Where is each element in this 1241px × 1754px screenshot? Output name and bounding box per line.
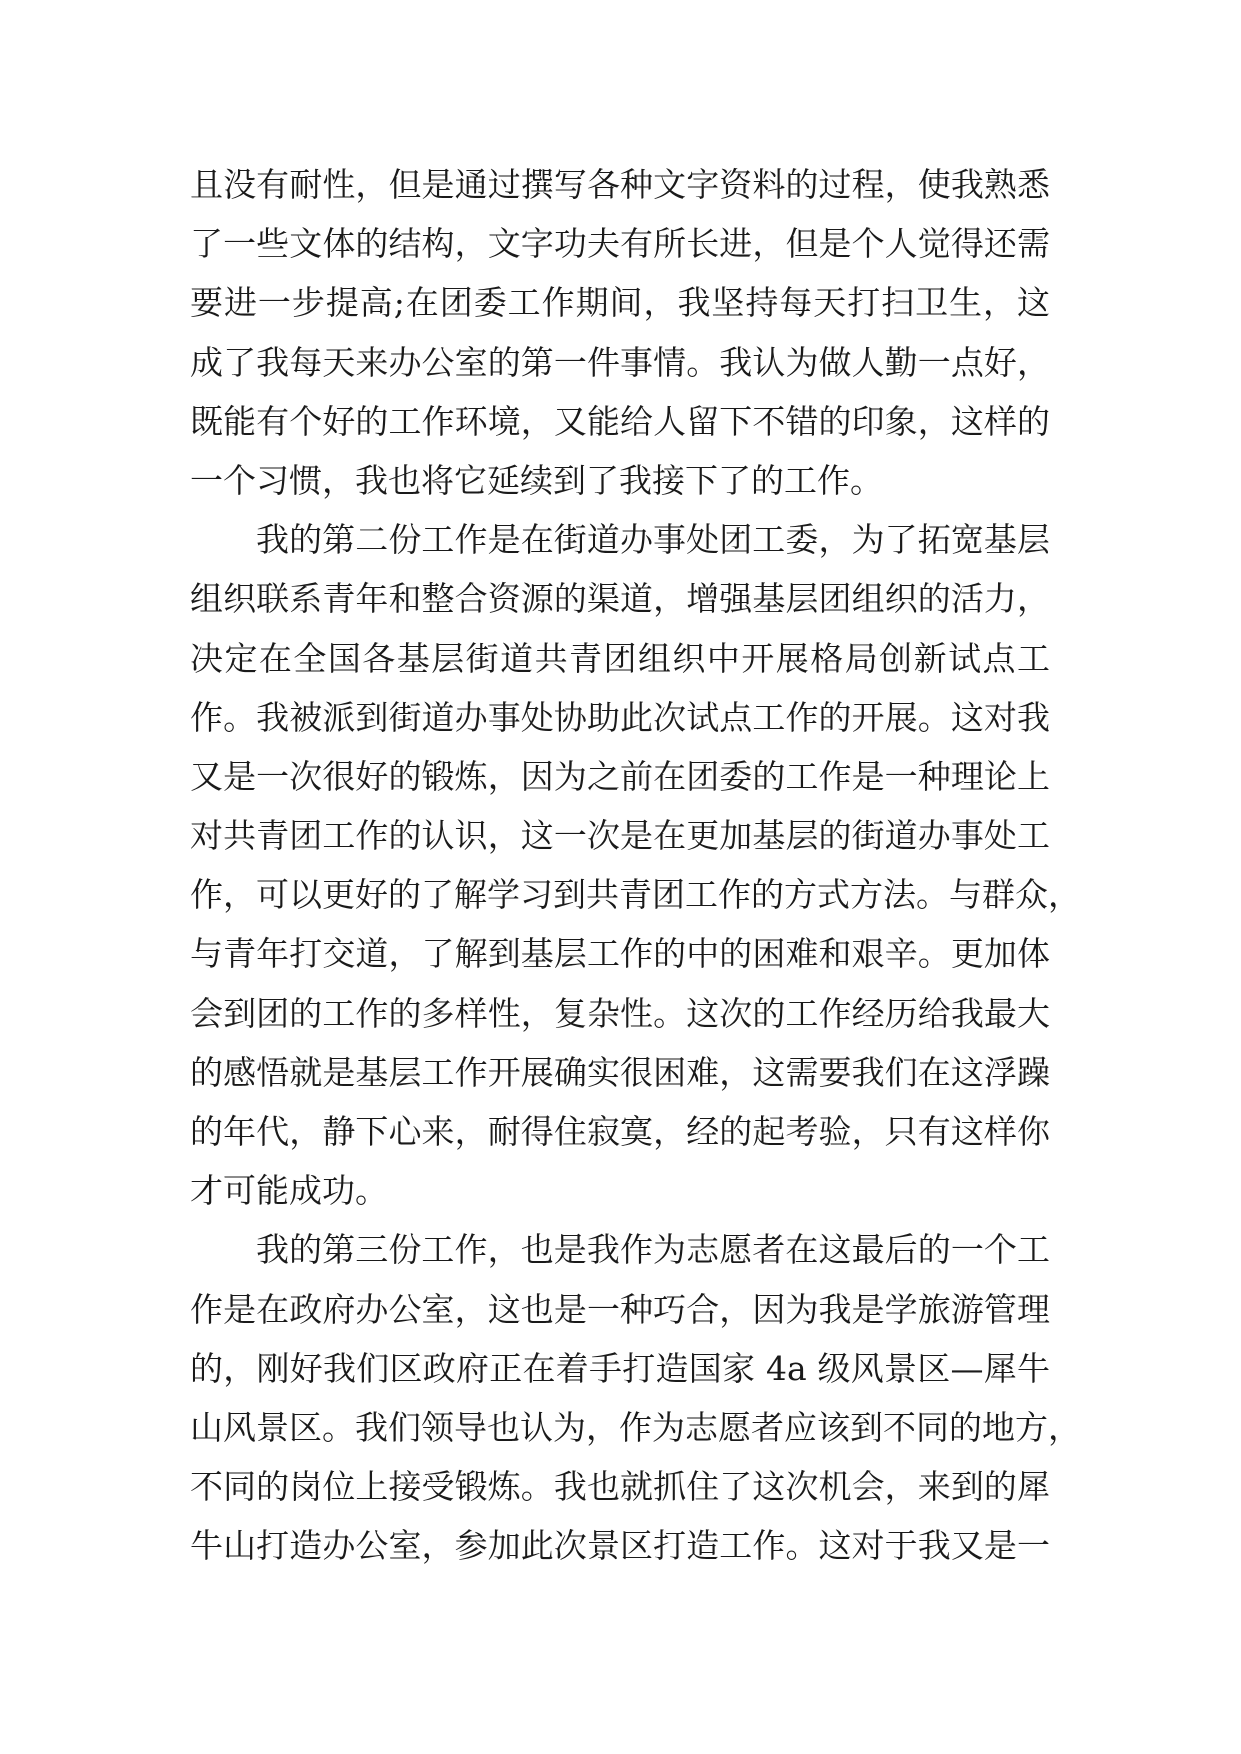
text-line: 了一些文体的结构，文字功夫有所长进，但是个人觉得还需 [190,224,1050,264]
text-line: 对共青团工作的认识，这一次是在更加基层的街道办事处工 [190,816,1050,856]
text-line: 成了我每天来办公室的第一件事情。我认为做人勤一点好， [190,342,1050,382]
text-line: 作。我被派到街道办事处协助此次试点工作的开展。这对我 [190,697,1050,737]
text-line: 要进一步提高;在团委工作期间，我坚持每天打扫卫生，这 [190,283,1050,323]
text-line: 的，刚好我们区政府正在着手打造国家 4a 级风景区—犀牛 [190,1348,1050,1388]
text-line: 一个习惯，我也将它延续到了我接下了的工作。 [190,460,883,500]
text-line: 会到团的工作的多样性，复杂性。这次的工作经历给我最大 [190,993,1050,1033]
text-line: 不同的岗位上接受锻炼。我也就抓住了这次机会，来到的犀 [190,1467,1050,1507]
text-line: 且没有耐性，但是通过撰写各种文字资料的过程，使我熟悉 [190,165,1050,204]
text-line: 又是一次很好的锻炼，因为之前在团委的工作是一种理论上 [190,756,1050,796]
text-line: 组织联系青年和整合资源的渠道，增强基层团组织的活力， [190,579,1050,619]
text-line: 作，可以更好的了解学习到共青团工作的方式方法。与群众， [190,875,1081,915]
text-line: 山风景区。我们领导也认为，作为志愿者应该到不同的地方， [190,1407,1081,1447]
text-line: 既能有个好的工作环境，又能给人留下不错的印象，这样的 [190,401,1050,441]
text-line: 我的第二份工作是在街道办事处团工委，为了拓宽基层 [256,520,1050,560]
text-line: 与青年打交道，了解到基层工作的中的困难和艰辛。更加体 [190,934,1050,974]
text-line: 的感悟就是基层工作开展确实很困难，这需要我们在这浮躁 [190,1052,1050,1092]
text-line: 我的第三份工作，也是我作为志愿者在这最后的一个工 [256,1230,1050,1270]
text-line: 的年代，静下心来，耐得住寂寞，经的起考验，只有这样你 [190,1112,1050,1151]
text-line: 作是在政府办公室，这也是一种巧合，因为我是学旅游管理 [190,1289,1050,1329]
text-line: 才可能成功。 [190,1171,388,1211]
text-line: 决定在全国各基层街道共青团组织中开展格局创新试点工 [190,638,1050,678]
document-body [190,155,1081,1576]
text-line: 牛山打造办公室，参加此次景区打造工作。这对于我又是一 [190,1526,1050,1566]
